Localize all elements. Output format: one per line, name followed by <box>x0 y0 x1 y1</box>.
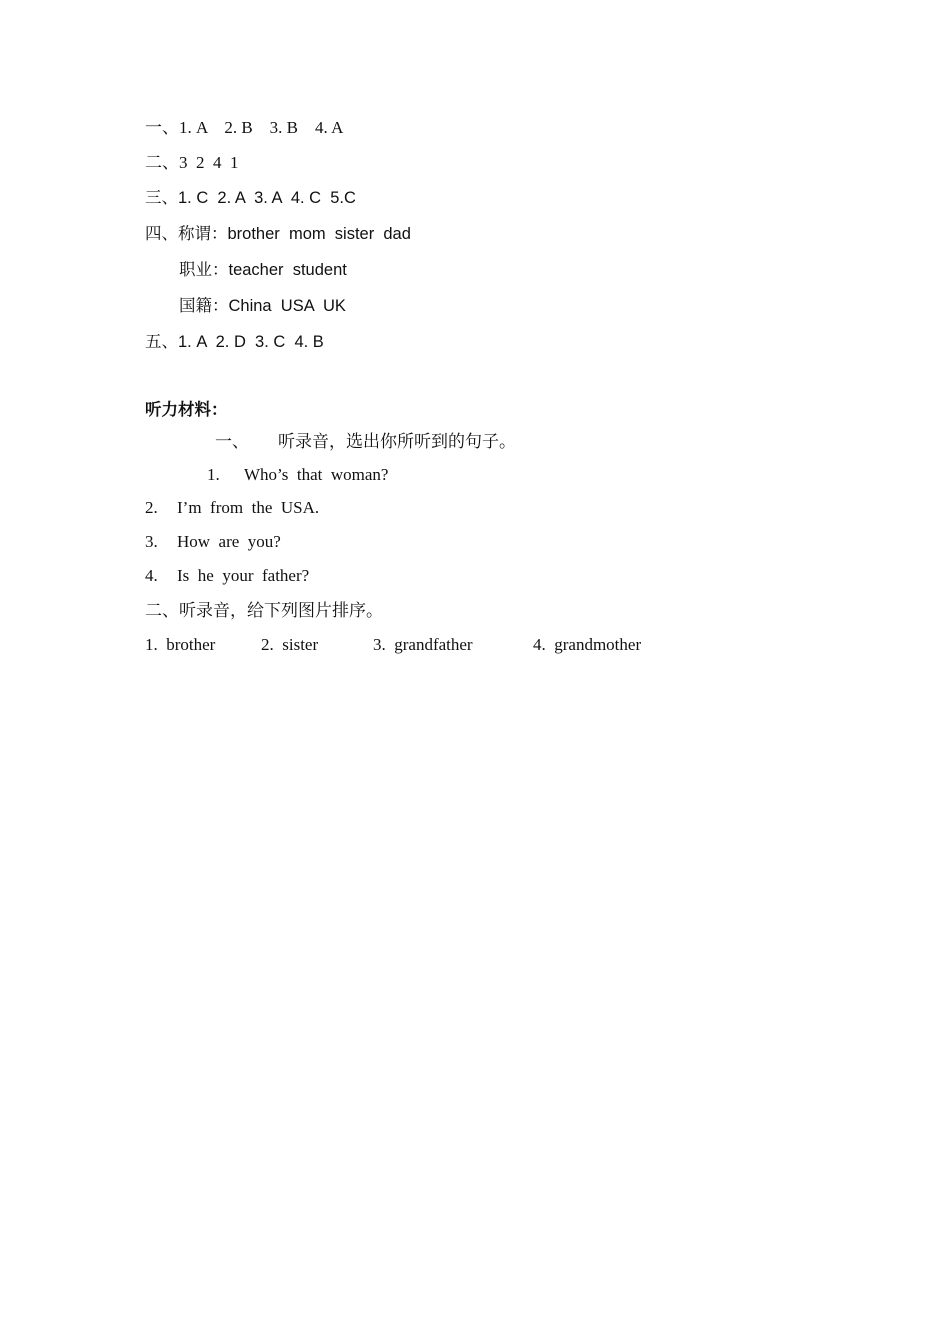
listening-section2-instruction: 二、听录音，给下列图片排序。 <box>145 601 383 620</box>
listening-item-text: How are you? <box>177 532 281 551</box>
listening-item-text: Is he your father? <box>177 566 310 585</box>
picture-order-item: 3. grandfather <box>373 635 473 654</box>
listening-item-number: 4. <box>145 566 158 585</box>
picture-order-item: 2. sister <box>261 635 319 654</box>
listening-item-number: 2. <box>145 498 158 517</box>
picture-order-item: 1. brother <box>145 635 216 654</box>
listening-heading: 听力材料： <box>145 401 228 419</box>
listening-section1-instruction: 听录音，选出你所听到的句子。 <box>278 432 516 451</box>
answer-line-2: 二、3 2 4 1 <box>145 153 239 172</box>
answer-line-5: 五、1. A 2. D 3. C 4. B <box>145 333 324 351</box>
listening-item-text: I’m from the USA. <box>177 498 320 517</box>
answer-line-4-titles: 四、称谓：brother mom sister dad <box>145 225 411 243</box>
answer-line-1: 一、1. A 2. B 3. B 4. A <box>145 118 344 137</box>
listening-item-text: Who’s that woman? <box>244 465 389 484</box>
listening-item-number: 3. <box>145 532 158 551</box>
listening-section1-number: 一、 <box>215 432 249 451</box>
answer-line-4-occupation: 职业：teacher student <box>179 261 347 279</box>
picture-order-item: 4. grandmother <box>533 635 642 654</box>
answer-line-4-nationality: 国籍：China USA UK <box>179 297 346 315</box>
listening-section2-items <box>145 635 705 755</box>
answer-line-3: 三、1. C 2. A 3. A 4. C 5.C <box>145 189 356 207</box>
listening-item-number: 1. <box>207 465 220 484</box>
